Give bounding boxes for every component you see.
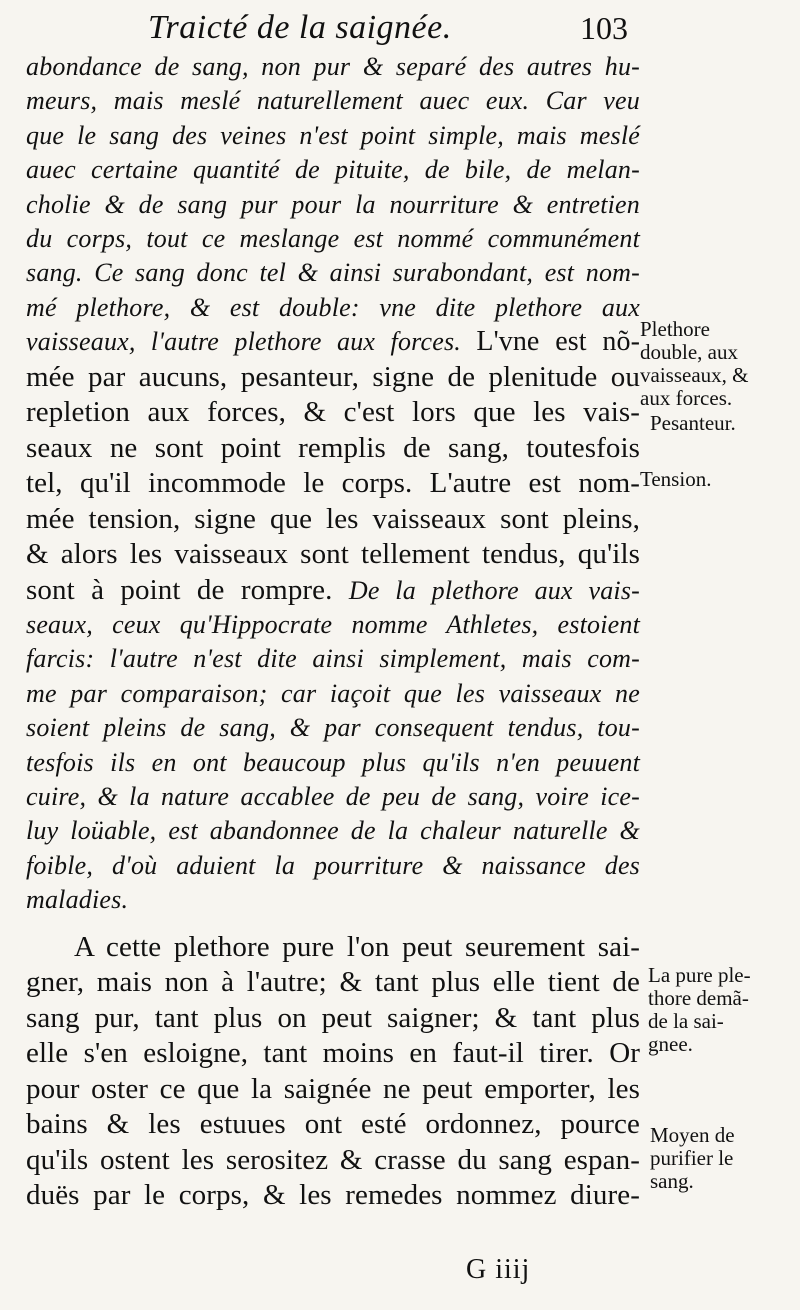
- text-line: bains & les estuues ont esté ordonnez, pource: [26, 1108, 640, 1141]
- note-line: Plethore: [640, 317, 710, 341]
- text-line: A cette plethore pure l'on peut seurement sai-: [74, 930, 640, 963]
- text-segment-roman: sont à point de rompre.: [26, 573, 333, 606]
- paragraph-gap: [26, 918, 640, 930]
- text-line: seaux, ceux qu'Hippocrate nomme Athletes, estoient: [26, 610, 640, 640]
- text-segment-italic: De la plethore aux vais-: [348, 575, 640, 605]
- text-line: pour oster ce que la saignée ne peut emporter, les: [26, 1072, 640, 1105]
- note-line: double, aux: [640, 340, 738, 364]
- text-line: gner, mais non à l'autre; & tant plus elle tient de: [26, 966, 640, 999]
- text-line: auec certaine quantité de pituite, de bile, de melan-: [26, 155, 640, 185]
- page-number: 103: [580, 10, 628, 46]
- note-line: aux forces.: [640, 386, 733, 410]
- italic-paragraph-1: [26, 50, 640, 360]
- main-text: [26, 50, 640, 1214]
- text-line: sang pur, tant plus on peut saigner; & tant plus: [26, 1001, 640, 1034]
- page-header: [148, 6, 638, 52]
- text-line: cuire, & la nature accablee de peu de sang, voire ice-: [26, 781, 640, 811]
- mixed-line: [26, 573, 640, 609]
- text-line: tel, qu'il incommode le corps. L'autre est nom-: [26, 467, 640, 500]
- text-line: soient pleins de sang, & par consequent tendus, tou-: [26, 713, 640, 743]
- text-line: mée tension, signe que les vaisseaux sont pleins,: [26, 502, 640, 535]
- text-line: duës par le corps, & les remedes nommez diure-: [26, 1179, 640, 1212]
- note-line: vaisseaux, &: [640, 363, 749, 387]
- italic-paragraph-2: [26, 608, 640, 918]
- signature-mark: G iiij: [466, 1254, 531, 1285]
- text-line: tesfois ils en ont beaucoup plus qu'ils n'en peuuent: [26, 747, 640, 777]
- text-line: qu'ils ostent les serositez & crasse du sang espan-: [26, 1143, 640, 1176]
- text-line: abondance de sang, non pur & separé des autres hu-: [26, 52, 640, 81]
- text-line: repletion aux forces, & c'est lors que les vais-: [26, 396, 640, 429]
- text-line: que le sang des veines n'est point simple, mais meslé: [26, 120, 640, 150]
- text-line: cholie & de sang pur pour la nourriture & entretien: [26, 189, 640, 219]
- note-line: Moyen de: [650, 1123, 735, 1147]
- roman-paragraph-2: [26, 930, 640, 1214]
- text-line: sang. Ce sang donc tel & ainsi surabondant, est nom-: [26, 258, 640, 288]
- running-title: Traicté de la saignée.: [148, 9, 452, 46]
- text-line: maladies.: [26, 885, 129, 915]
- note-line: Pesanteur.: [650, 411, 736, 435]
- text-line: du corps, tout ce meslange est nommé communément: [26, 223, 640, 253]
- margin-note-pure-plethore: [648, 964, 800, 1056]
- note-line: La pure ple-: [648, 963, 751, 987]
- text-line: mé plethore, & est double: vne dite plethore aux: [26, 292, 640, 322]
- text-line: foible, d'où aduient la pourriture & naissance des: [26, 850, 640, 880]
- text-line: elle s'en esloigne, tant moins en faut-il tirer. Or: [26, 1037, 640, 1070]
- note-line: purifier le: [650, 1146, 734, 1170]
- text-line: mée par aucuns, pesanteur, signe de plenitude ou: [26, 360, 640, 393]
- text-line: farcis: l'autre n'est dite ainsi simplement, mais com-: [26, 644, 640, 674]
- roman-paragraph-1: [26, 360, 640, 609]
- note-line: gnee.: [648, 1032, 693, 1056]
- note-line: Tension.: [640, 467, 712, 491]
- note-line: de la sai-: [648, 1009, 724, 1033]
- text-line: luy loüable, est abandonnee de la chaleur naturelle &: [26, 816, 640, 846]
- note-line: sang.: [650, 1169, 694, 1193]
- text-line: meurs, mais meslé naturellement auec eux. Car veu: [26, 86, 640, 116]
- margin-note-tension: [640, 468, 798, 491]
- mixed-line: [26, 325, 640, 359]
- margin-note-plethore-double: [640, 318, 798, 410]
- text-segment-italic: vaisseaux, l'autre plethore aux forces.: [26, 327, 462, 357]
- text-line: & alors les vaisseaux sont tellement tendus, qu'ils: [26, 538, 640, 571]
- text-segment-roman: L'vne est nõ-: [476, 326, 640, 358]
- text-line: seaux ne sont point remplis de sang, toutesfois: [26, 431, 640, 464]
- note-line: thore demã-: [648, 986, 749, 1010]
- margin-note-pesanteur: [650, 412, 800, 435]
- margin-note-purifier: [650, 1124, 800, 1193]
- text-line: me par comparaison; car iaçoit que les vaisseaux ne: [26, 678, 640, 708]
